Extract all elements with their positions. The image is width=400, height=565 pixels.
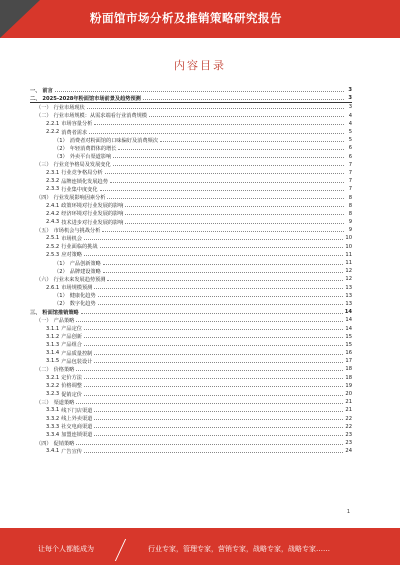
toc-entry[interactable] <box>30 94 352 103</box>
toc-entry-number: 2.2.1 <box>46 120 60 127</box>
toc-entry-title: 2025-2028年粉面馆市场前景及趋势预测 <box>42 95 141 102</box>
toc-leader-dots <box>98 292 344 297</box>
toc-entry-title: 品牌建设策略 <box>69 268 101 275</box>
toc-leader-dots <box>84 235 343 240</box>
toc-entry[interactable] <box>30 284 352 292</box>
toc-entry-title: 消费者需求 <box>61 129 88 136</box>
toc-entry-page: 22 <box>345 423 352 430</box>
toc-entry[interactable] <box>30 415 352 423</box>
toc-entry-number: （六） <box>36 276 52 283</box>
toc-entry[interactable] <box>30 86 352 94</box>
toc-entry-title: 加盟连锁渠道 <box>61 432 93 439</box>
toc-entry-page: 15 <box>345 333 352 340</box>
toc-leader-dots <box>84 341 343 346</box>
toc-entry-title: 品牌连锁化发展趋势 <box>61 178 108 185</box>
toc-entry-number: （一） <box>36 317 52 324</box>
toc-entry[interactable] <box>30 120 352 128</box>
toc-entry-page: 9 <box>348 219 352 226</box>
toc-leader-dots <box>87 104 344 109</box>
toc-entry[interactable] <box>30 292 352 300</box>
toc-leader-dots <box>125 210 344 215</box>
toc-entry[interactable] <box>30 365 352 373</box>
toc-entry-page: 17 <box>345 358 352 365</box>
toc-leader-dots <box>100 243 344 248</box>
table-of-contents <box>30 86 352 455</box>
toc-entry-number: （2） <box>54 268 68 275</box>
toc-entry[interactable] <box>30 357 352 365</box>
toc-entry-number: 2.5.3 <box>46 251 60 258</box>
toc-entry[interactable] <box>30 406 352 414</box>
toc-entry-page: 16 <box>345 350 352 357</box>
toc-leader-dots <box>84 374 343 379</box>
toc-entry[interactable] <box>30 259 352 267</box>
toc-entry-title: 行业面临的挑战 <box>61 244 98 251</box>
toc-entry-title: 消费者对粉面馆的口味偏好及消费频次 <box>69 137 158 144</box>
toc-entry-number: 3.1.1 <box>46 325 60 332</box>
toc-leader-dots <box>160 137 344 142</box>
toc-entry-page: 22 <box>345 415 352 422</box>
toc-entry-page: 13 <box>345 292 352 299</box>
toc-entry[interactable] <box>30 423 352 431</box>
toc-entry-title: 粉面馆推销策略 <box>42 309 79 316</box>
toc-leader-dots <box>94 120 344 125</box>
toc-entry-page: 7 <box>348 178 352 185</box>
toc-entry-title: 政策环境对行业发展的影响 <box>61 203 124 210</box>
toc-entry-title: 产品策略 <box>53 317 75 324</box>
toc-entry-page: 18 <box>345 366 352 373</box>
toc-entry-number: （三） <box>36 399 52 406</box>
toc-entry[interactable] <box>30 324 352 332</box>
toc-entry-number: 3.3.1 <box>46 407 60 414</box>
toc-leader-dots <box>125 219 344 224</box>
toc-entry[interactable] <box>30 161 352 169</box>
toc-leader-dots <box>94 407 343 412</box>
toc-entry[interactable] <box>30 382 352 390</box>
toc-entry-title: 行业竞争格局及发展变化 <box>53 162 111 169</box>
toc-entry-page: 23 <box>345 431 352 438</box>
toc-entry-page: 12 <box>345 268 352 275</box>
toc-entry-page: 21 <box>345 399 352 406</box>
toc-entry[interactable] <box>30 210 352 218</box>
toc-leader-dots <box>81 309 343 314</box>
toc-leader-dots <box>84 251 343 256</box>
footer-banner <box>0 528 400 565</box>
toc-entry-number: 2.4.1 <box>46 202 60 209</box>
toc-entry-number: 一、 <box>30 87 41 94</box>
toc-entry-title: 行业发展影响因素分析 <box>53 195 106 202</box>
toc-entry-page: 8 <box>348 194 352 201</box>
toc-leader-dots <box>94 358 343 363</box>
toc-entry[interactable] <box>30 177 352 185</box>
toc-entry-page: 3 <box>348 104 352 111</box>
toc-leader-dots <box>84 333 343 338</box>
toc-entry-number: 2.4.3 <box>46 219 60 226</box>
page-number: 1 <box>346 509 350 515</box>
toc-entry-title: 促销策略 <box>53 440 75 447</box>
toc-entry-title: 价格调整 <box>61 383 82 390</box>
toc-leader-dots <box>55 87 344 92</box>
toc-entry-number: 3.3.3 <box>46 423 60 430</box>
toc-entry[interactable] <box>30 169 352 177</box>
toc-leader-dots <box>98 300 344 305</box>
toc-entry-page: 8 <box>348 202 352 209</box>
toc-entry-title: 年轻消费群体的增长 <box>69 145 117 152</box>
toc-entry[interactable] <box>30 153 352 161</box>
toc-entry[interactable] <box>30 185 352 193</box>
toc-entry-number: 3.2.2 <box>46 382 60 389</box>
toc-leader-dots <box>103 268 344 273</box>
toc-entry[interactable] <box>30 218 352 226</box>
toc-entry-page: 3 <box>348 87 352 94</box>
footer-slogan: 让每个人都能成为 <box>38 545 94 553</box>
toc-entry-title: 产品定位 <box>61 326 82 333</box>
toc-leader-dots <box>102 227 344 232</box>
toc-entry-page: 11 <box>345 260 352 267</box>
toc-entry-page: 15 <box>345 341 352 348</box>
toc-entry-title: 行业市场现状 <box>53 104 85 111</box>
header-corner-decoration <box>0 0 40 38</box>
toc-entry-title: 社交电商渠道 <box>61 424 93 431</box>
toc-entry-number: （2） <box>54 301 68 308</box>
toc-leader-dots <box>103 260 344 265</box>
toc-leader-dots <box>84 391 343 396</box>
toc-entry[interactable] <box>30 243 352 251</box>
toc-entry-number: 2.3.2 <box>46 178 60 185</box>
toc-entry-title: 线上外卖渠道 <box>61 416 93 423</box>
toc-entry[interactable] <box>30 300 352 308</box>
toc-leader-dots <box>94 431 343 436</box>
toc-leader-dots <box>107 194 344 199</box>
toc-entry-number: （3） <box>54 154 68 161</box>
toc-entry-title: 产品包装设计 <box>61 358 93 365</box>
toc-leader-dots <box>84 448 343 453</box>
toc-entry[interactable] <box>30 308 352 316</box>
toc-entry-title: 前言 <box>42 87 53 94</box>
toc-leader-dots <box>107 276 343 281</box>
toc-leader-dots <box>118 145 344 150</box>
toc-entry-number: 3.2.3 <box>46 391 60 398</box>
toc-entry-page: 14 <box>345 317 352 324</box>
toc-entry-title: 市场机会与挑战分析 <box>53 227 101 234</box>
toc-leader-dots <box>110 178 344 183</box>
toc-entry-number: 3.1.5 <box>46 358 60 365</box>
toc-entry-number: （1） <box>54 260 68 267</box>
toc-entry-title: 价格策略 <box>53 366 75 373</box>
toc-entry[interactable] <box>30 144 352 152</box>
toc-entry-page: 9 <box>348 227 352 234</box>
toc-entry-number: 3.1.2 <box>46 333 60 340</box>
toc-leader-dots <box>76 317 343 322</box>
toc-leader-dots <box>76 440 343 445</box>
toc-entry-page: 6 <box>348 153 352 160</box>
toc-leader-dots <box>76 399 343 404</box>
toc-entry-page: 10 <box>345 235 352 242</box>
toc-entry-title: 产品创新策略 <box>69 260 101 267</box>
toc-leader-dots <box>84 325 343 330</box>
toc-entry-title: 应对策略 <box>61 252 82 259</box>
toc-entry[interactable] <box>30 431 352 439</box>
toc-entry[interactable] <box>30 447 352 455</box>
footer-tagline: 行业专家，管理专家，营销专家，战略专家，战略专家…… <box>148 545 330 553</box>
toc-entry-title: 行业集中度变化 <box>61 186 98 193</box>
toc-entry-title: 促销定价 <box>61 391 82 398</box>
toc-entry-page: 11 <box>345 251 352 258</box>
toc-leader-dots <box>84 382 343 387</box>
toc-entry-page: 13 <box>345 284 352 291</box>
toc-entry-page: 4 <box>348 120 352 127</box>
toc-entry-title: 行业未来发展趋势预测 <box>53 276 106 283</box>
toc-entry-title: 行业竞争格局分析 <box>61 170 103 177</box>
toc-entry-number: （2） <box>54 145 68 152</box>
toc-entry[interactable] <box>30 226 352 234</box>
toc-entry-number: 3.2.1 <box>46 374 60 381</box>
toc-entry[interactable] <box>30 267 352 275</box>
toc-entry-page: 18 <box>345 374 352 381</box>
toc-entry-page: 10 <box>345 243 352 250</box>
toc-entry-title: 健康化趋势 <box>69 293 96 300</box>
toc-entry-title: 产品质量控制 <box>61 350 93 357</box>
toc-entry[interactable] <box>30 103 352 111</box>
toc-entry[interactable] <box>30 341 352 349</box>
toc-entry-title: 市场容量分析 <box>61 121 93 128</box>
toc-entry-page: 21 <box>345 407 352 414</box>
toc-entry[interactable] <box>30 251 352 259</box>
toc-entry-number: 三、 <box>30 309 41 316</box>
toc-entry-number: 2.6.1 <box>46 284 60 291</box>
toc-entry-number: 2.2.2 <box>46 129 60 136</box>
toc-entry-page: 12 <box>345 276 352 283</box>
toc-entry-number: （四） <box>36 195 52 202</box>
toc-entry[interactable] <box>30 234 352 242</box>
toc-entry-page: 19 <box>345 382 352 389</box>
toc-entry-number: 2.5.2 <box>46 243 60 250</box>
toc-leader-dots <box>105 169 344 174</box>
toc-leader-dots <box>149 112 344 117</box>
toc-entry-page: 20 <box>345 391 352 398</box>
toc-entry-page: 13 <box>345 300 352 307</box>
toc-entry-number: （1） <box>54 293 68 300</box>
toc-leader-dots <box>125 202 344 207</box>
toc-leader-dots <box>89 129 344 134</box>
toc-entry[interactable] <box>30 112 352 120</box>
toc-entry-page: 7 <box>348 169 352 176</box>
toc-entry-number: 2.3.3 <box>46 186 60 193</box>
toc-entry-number: （二） <box>36 113 52 120</box>
toc-leader-dots <box>94 415 343 420</box>
report-title: 粉面馆市场分析及推销策略研究报告 <box>90 11 282 25</box>
toc-entry[interactable] <box>30 349 352 357</box>
toc-entry-page: 14 <box>344 309 352 316</box>
toc-entry[interactable] <box>30 398 352 406</box>
toc-entry[interactable] <box>30 316 352 324</box>
toc-entry[interactable] <box>30 193 352 201</box>
toc-entry-page: 23 <box>345 440 352 447</box>
toc-entry-number: 2.4.2 <box>46 210 60 217</box>
toc-entry-title: 定价方法 <box>61 375 82 382</box>
toc-entry-number: 3.4.1 <box>46 448 60 455</box>
toc-entry[interactable] <box>30 333 352 341</box>
toc-entry-title: 产品组合 <box>61 342 82 349</box>
toc-entry-number: 2.3.1 <box>46 169 60 176</box>
toc-leader-dots <box>143 95 344 100</box>
toc-entry-page: 4 <box>348 112 352 119</box>
toc-entry-number: 3.3.4 <box>46 431 60 438</box>
toc-entry-title: 广告宣传 <box>61 448 82 455</box>
toc-entry[interactable] <box>30 202 352 210</box>
toc-entry-title: 产品创新 <box>61 334 82 341</box>
toc-entry-page: 5 <box>348 129 352 136</box>
toc-entry[interactable] <box>30 136 352 144</box>
header-banner <box>0 0 400 38</box>
toc-leader-dots <box>94 423 343 428</box>
toc-entry-title: 技术进步对行业发展的影响 <box>61 219 124 226</box>
toc-entry-page: 3 <box>348 95 352 102</box>
toc-entry-number: （五） <box>36 227 52 234</box>
toc-leader-dots <box>113 161 344 166</box>
toc-entry[interactable] <box>30 275 352 283</box>
toc-leader-dots <box>113 153 344 158</box>
toc-entry-page: 7 <box>348 161 352 168</box>
toc-entry-title: 市场规模预测 <box>61 285 93 292</box>
toc-entry-number: 3.1.3 <box>46 341 60 348</box>
toc-leader-dots <box>94 284 343 289</box>
toc-entry-title: 外卖平台渠道影响 <box>69 154 112 161</box>
toc-leader-dots <box>76 366 343 371</box>
toc-entry-number: （1） <box>54 137 68 144</box>
toc-leader-dots <box>94 350 343 355</box>
toc-entry-title: 渠道策略 <box>53 399 75 406</box>
toc-entry-page: 14 <box>345 325 352 332</box>
toc-entry[interactable] <box>30 439 352 447</box>
toc-entry-number: （三） <box>36 162 52 169</box>
toc-entry-number: 3.3.2 <box>46 415 60 422</box>
toc-entry-number: （二） <box>36 366 52 373</box>
toc-entry-number: （四） <box>36 440 52 447</box>
toc-entry-title: 经济环境对行业发展的影响 <box>61 211 124 218</box>
toc-entry-number: 二、 <box>30 95 41 102</box>
footer-divider <box>115 539 126 561</box>
toc-entry-page: 6 <box>348 145 352 152</box>
toc-entry[interactable] <box>30 374 352 382</box>
toc-entry-page: 5 <box>348 137 352 144</box>
toc-entry-number: 3.1.4 <box>46 350 60 357</box>
toc-leader-dots <box>100 186 344 191</box>
toc-entry-page: 8 <box>348 210 352 217</box>
toc-entry-page: 7 <box>348 186 352 193</box>
toc-entry-number: （一） <box>36 104 52 111</box>
toc-entry[interactable] <box>30 390 352 398</box>
toc-entry[interactable] <box>30 128 352 136</box>
toc-entry-title: 行业市场规模：从需求端看行业消费规模 <box>53 113 147 120</box>
toc-entry-page: 24 <box>345 448 352 455</box>
toc-heading: 内容目录 <box>174 59 226 72</box>
toc-entry-number: 2.5.1 <box>46 235 60 242</box>
toc-entry-title: 市场机会 <box>61 235 82 242</box>
toc-entry-title: 数字化趋势 <box>69 301 96 308</box>
toc-entry-title: 线下门店渠道 <box>61 407 93 414</box>
